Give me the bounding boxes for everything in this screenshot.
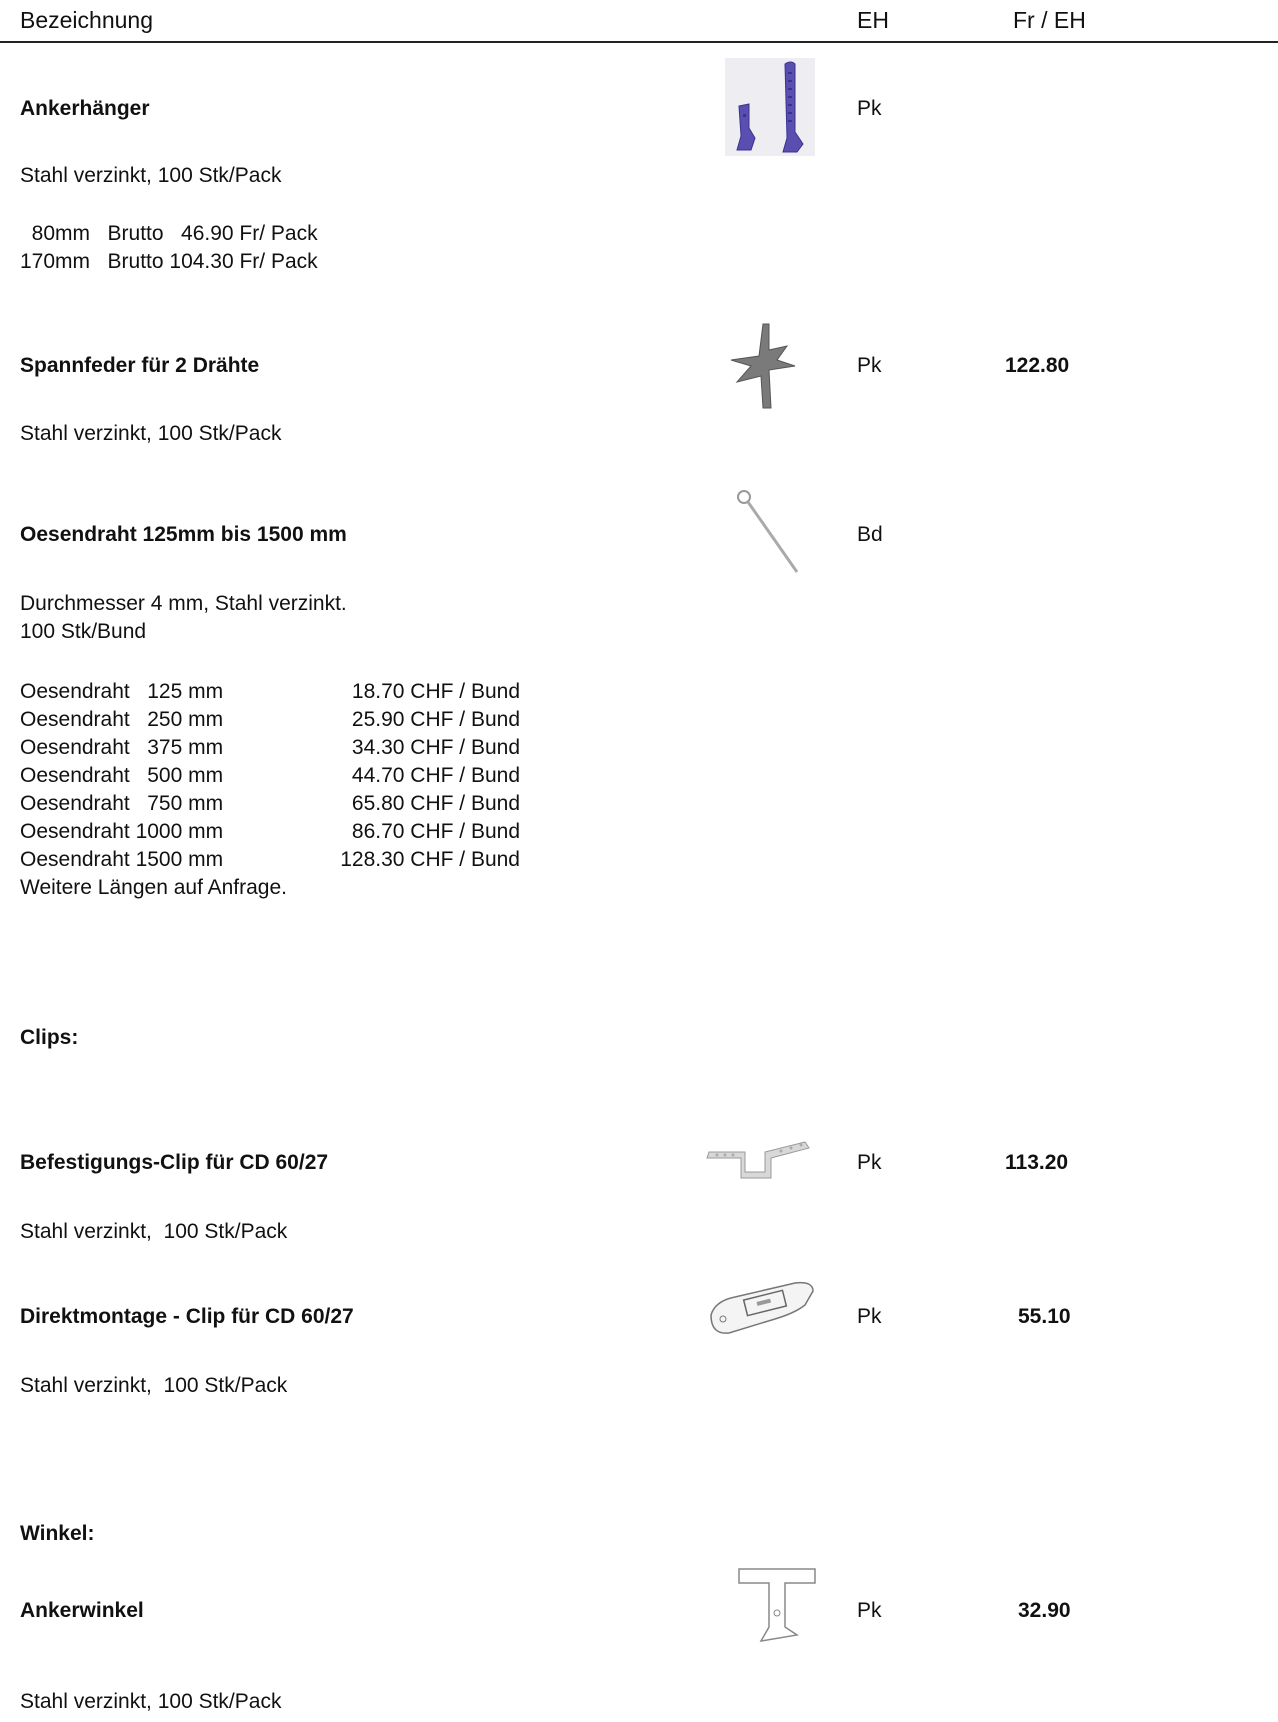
item-title-oesendraht: Oesendraht 125mm bis 1500 mm [20,523,347,546]
tension-spring-icon [725,320,805,412]
column-header-price: Fr / EH [1013,7,1086,33]
item-title-ankerhaenger: Ankerhänger [20,97,150,120]
desc-oesendraht-1: Durchmesser 4 mm, Stahl verzinkt. [20,592,347,615]
item-title-direktclip: Direktmontage - Clip für CD 60/27 [20,1305,354,1328]
header-rule [0,41,1278,43]
unit-oesendraht: Bd [857,523,883,546]
desc-befestigungsclip: Stahl verzinkt, 100 Stk/Pack [20,1220,288,1243]
desc-oesendraht-2: 100 Stk/Bund [20,620,147,643]
price-row-value: 25.90 CHF / Bund [351,708,520,731]
unit-direktclip: Pk [857,1305,882,1328]
price-ankerwinkel: 32.90 [1018,1599,1071,1622]
price-row-name: Oesendraht 500 mm [20,764,224,787]
variant-170mm: 170mm Brutto 104.30 Fr/ Pack [20,250,318,273]
price-row-value: 128.30 CHF / Bund [340,848,520,871]
price-row-name: Oesendraht 375 mm [20,736,224,759]
item-title-spannfeder: Spannfeder für 2 Drähte [20,354,260,377]
anchor-angle-icon [735,1565,820,1645]
price-row-value: 86.70 CHF / Bund [351,820,520,843]
price-row-value: 44.70 CHF / Bund [351,764,520,787]
price-direktclip: 55.10 [1018,1305,1071,1328]
note-oesendraht: Weitere Längen auf Anfrage. [20,876,287,899]
desc-ankerhaenger: Stahl verzinkt, 100 Stk/Pack [20,164,282,187]
price-row-name: Oesendraht 1500 mm [20,848,224,871]
unit-spannfeder: Pk [857,354,882,377]
price-row-name: Oesendraht 750 mm [20,792,224,815]
unit-ankerhaenger: Pk [857,97,882,120]
price-row-name: Oesendraht 250 mm [20,708,224,731]
price-row-name: Oesendraht 1000 mm [20,820,224,843]
price-row-value: 34.30 CHF / Bund [351,736,520,759]
section-heading-clips: Clips: [20,1026,79,1049]
price-row-value: 65.80 CHF / Bund [351,792,520,815]
price-row-value: 18.70 CHF / Bund [351,680,520,703]
direct-mount-clip-icon [705,1275,820,1343]
price-spannfeder: 122.80 [1005,354,1070,377]
item-title-befestigungsclip: Befestigungs-Clip für CD 60/27 [20,1151,329,1174]
desc-spannfeder: Stahl verzinkt, 100 Stk/Pack [20,422,282,445]
desc-ankerwinkel: Stahl verzinkt, 100 Stk/Pack [20,1690,282,1713]
section-heading-winkel: Winkel: [20,1522,95,1545]
variant-80mm: 80mm Brutto 46.90 Fr/ Pack [20,222,318,245]
price-row-name: Oesendraht 125 mm [20,680,224,703]
fastening-clip-icon [705,1132,815,1182]
item-title-ankerwinkel: Ankerwinkel [20,1599,144,1622]
eye-wire-icon [735,488,807,576]
desc-direktclip: Stahl verzinkt, 100 Stk/Pack [20,1374,288,1397]
column-header-unit: EH [857,7,889,33]
price-befestigungsclip: 113.20 [1005,1151,1069,1174]
anchor-hanger-icon [725,58,815,156]
unit-befestigungsclip: Pk [857,1151,882,1174]
column-header-name: Bezeichnung [20,7,153,33]
unit-ankerwinkel: Pk [857,1599,882,1622]
